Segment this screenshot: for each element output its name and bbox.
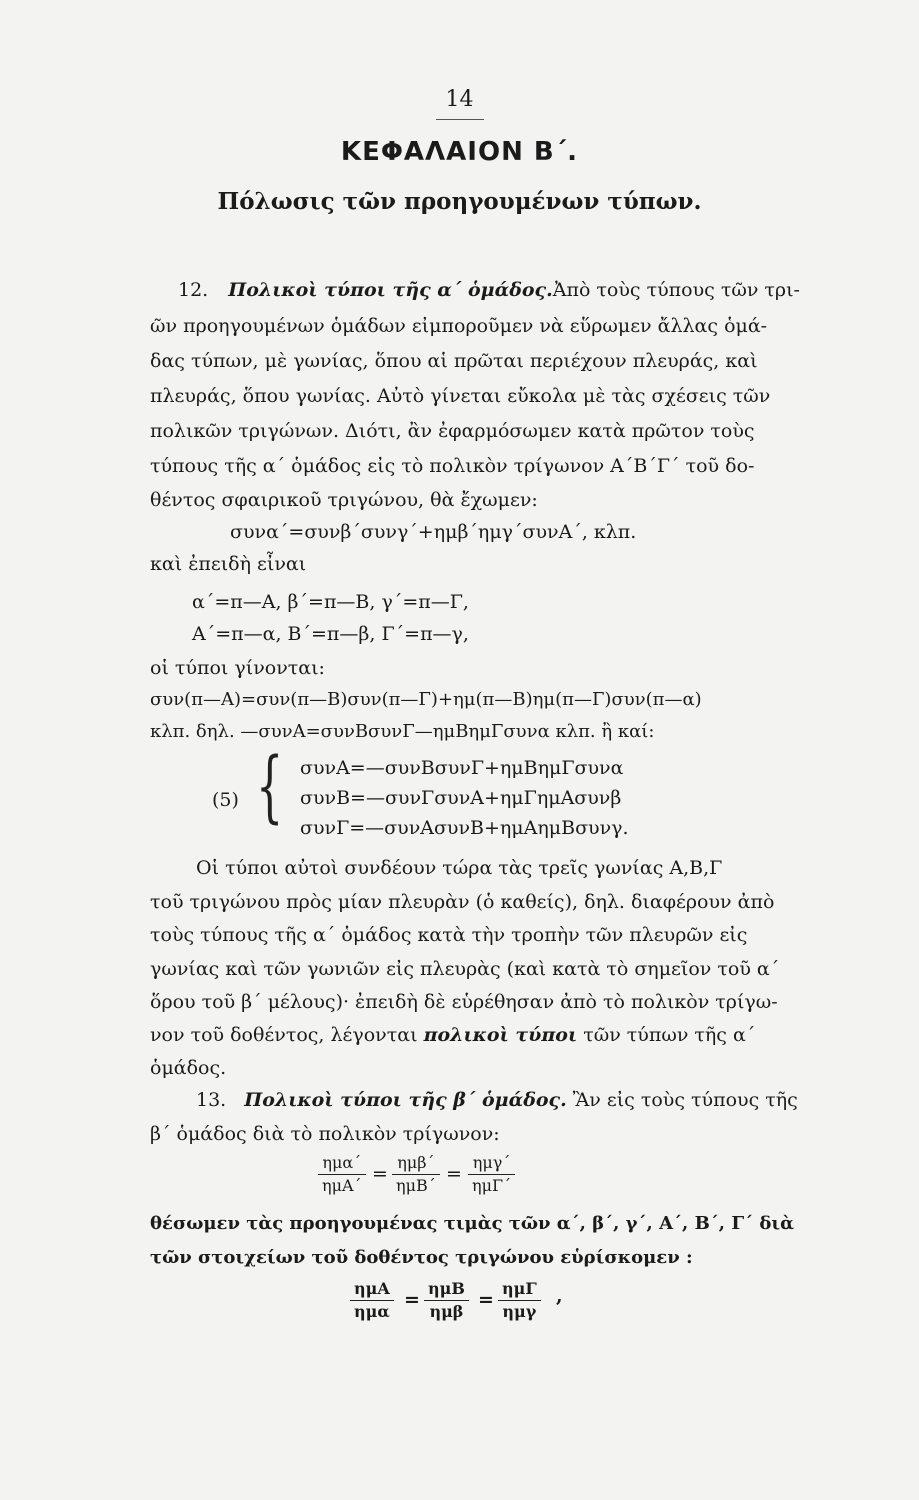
section-12-first-line bbox=[178, 278, 800, 302]
formula-angles: Α΄=π—α, Β΄=π—β, Γ΄=π—γ, bbox=[192, 623, 469, 645]
paragraph-line: ὅρου τοῦ β΄ μέλους)· ἐπειδὴ δὲ εὑρέθησαν ἀπὸ τὸ πολικὸν τρίγω- bbox=[150, 991, 778, 1013]
page-number: 14 bbox=[445, 87, 474, 112]
paragraph-line: θέσωμεν τὰς προηγουμένας τιμὰς τῶν α΄, β΄, γ΄, Α΄, Β΄, Γ΄ διὰ bbox=[150, 1213, 794, 1234]
formula-system-2: συνΒ=—συνΓσυνΑ+ημΓημΑσυνβ bbox=[300, 787, 622, 809]
paragraph-line: γωνίας καὶ τῶν γωνιῶν εἰς πλευρὰς (καὶ κατὰ τὸ σημεῖον τοῦ α΄ bbox=[150, 958, 780, 980]
paragraph-line: τοῦ τριγώνου πρὸς μίαν πλευρὰν (ὁ καθείς), δηλ. διαφέρουν ἀπὸ bbox=[150, 891, 775, 913]
paragraph-line: οἱ τύποι γίνονται: bbox=[150, 657, 325, 679]
formula-derived: κλπ. δηλ. —συνΑ=συνΒσυνΓ—ημΒημΓσυνα κλπ. ἢ καί: bbox=[150, 721, 655, 742]
left-brace: { bbox=[256, 742, 284, 832]
paragraph-line: ὁμάδος. bbox=[150, 1057, 227, 1079]
equals-sign: = bbox=[446, 1163, 462, 1185]
section-number: 13. bbox=[196, 1089, 227, 1111]
section-text: Ἂν εἰς τοὺς τύπους τῆς bbox=[572, 1089, 798, 1111]
chapter-subtitle: Πόλωσις τῶν προηγουμένων τύπων. bbox=[217, 188, 702, 215]
section-heading: Πολικοὶ τύποι τῆς α΄ ὁμάδος. bbox=[228, 279, 553, 301]
paragraph-line: τοὺς τύπους τῆς α΄ ὁμάδος κατὰ τὴν τροπὴν τῶν πλευρῶν εἰς bbox=[150, 924, 748, 946]
text: νον τοῦ δοθέντος, λέγονται bbox=[150, 1024, 418, 1046]
paragraph-line: πολικῶν τριγώνων. Διότι, ἂν ἐφαρμόσωμεν κατὰ πρῶτον τοὺς bbox=[150, 420, 755, 442]
section-13-first-line bbox=[196, 1088, 798, 1112]
formula-substituted: συν(π—Α)=συν(π—Β)συν(π—Γ)+ημ(π—Β)ημ(π—Γ)συν(π—α) bbox=[150, 689, 702, 710]
paragraph-line: πλευράς, ὅπου γωνίας. Αὐτὸ γίνεται εὔκολα μὲ τὰς σχέσεις τῶν bbox=[150, 385, 771, 407]
paragraph-line: β΄ ὁμάδος διὰ τὸ πολικὸν τρίγωνον: bbox=[150, 1123, 500, 1145]
paragraph-line: ῶν προηγουμένων ὁμάδων εἰμποροῦμεν νὰ εὕρωμεν ἄλλας ὁμά- bbox=[150, 315, 768, 337]
paragraph-line: τύπους τῆς α΄ ὁμάδος εἰς τὸ πολικὸν τρίγωνον Α΄Β΄Γ΄ τοῦ δο- bbox=[150, 455, 755, 477]
paragraph-line: θέντος σφαιρικοῦ τριγώνου, θὰ ἔχωμεν: bbox=[150, 489, 538, 511]
term-polar-formulas: πολικοὶ τύποι bbox=[423, 1024, 578, 1046]
formula-system-3: συνΓ=—συνΑσυνΒ+ημΑημΒσυνγ. bbox=[300, 817, 629, 839]
formula-sides: α΄=π—Α, β΄=π—Β, γ΄=π—Γ, bbox=[192, 591, 469, 613]
fraction: ημΒ ημβ bbox=[424, 1278, 469, 1323]
fraction: ημγ΄ ημΓ΄ bbox=[468, 1152, 515, 1197]
section-heading: Πολικοὶ τύποι τῆς β΄ ὁμάδος. bbox=[244, 1089, 567, 1111]
fraction: ημβ΄ ημΒ΄ bbox=[392, 1152, 440, 1197]
text: τῶν τύπων τῆς α΄ bbox=[583, 1024, 756, 1046]
formula-polar: συνα΄=συνβ΄συνγ΄+ημβ΄ημγ΄συνΑ΄, κλπ. bbox=[230, 521, 637, 543]
chapter-title: ΚΕΦΑΛΑΙΟΝ Β΄. bbox=[340, 137, 579, 167]
paragraph-line bbox=[150, 1023, 755, 1047]
section-text: Ἀπὸ τοὺς τύπους τῶν τρι- bbox=[552, 279, 800, 301]
fraction: ημα΄ ημΑ΄ bbox=[318, 1152, 366, 1197]
page-number-rule bbox=[436, 119, 484, 120]
comma: , bbox=[556, 1285, 563, 1307]
system-label: (5) bbox=[212, 789, 239, 811]
equals-sign: = bbox=[478, 1289, 494, 1311]
section-number: 12. bbox=[178, 279, 209, 301]
paragraph-line: δας τύπων, μὲ γωνίας, ὅπου αἱ πρῶται περιέχουν πλευράς, καὶ bbox=[150, 350, 758, 372]
paragraph-line: τῶν στοιχείων τοῦ δοθέντος τριγώνου εὑρίσκομεν : bbox=[150, 1247, 693, 1268]
paragraph-line: καὶ ἐπειδὴ εἶναι bbox=[150, 553, 307, 575]
fraction: ημΓ ημγ bbox=[498, 1278, 541, 1323]
formula-system-1: συνΑ=—συνΒσυνΓ+ημΒημΓσυνα bbox=[300, 757, 624, 779]
equals-sign: = bbox=[404, 1289, 420, 1311]
fraction: ημΑ ημα bbox=[350, 1278, 394, 1323]
equals-sign: = bbox=[372, 1163, 388, 1185]
paragraph-line: Οἱ τύποι αὐτοὶ συνδέουν τώρα τὰς τρεῖς γωνίας Α,Β,Γ bbox=[196, 857, 723, 879]
